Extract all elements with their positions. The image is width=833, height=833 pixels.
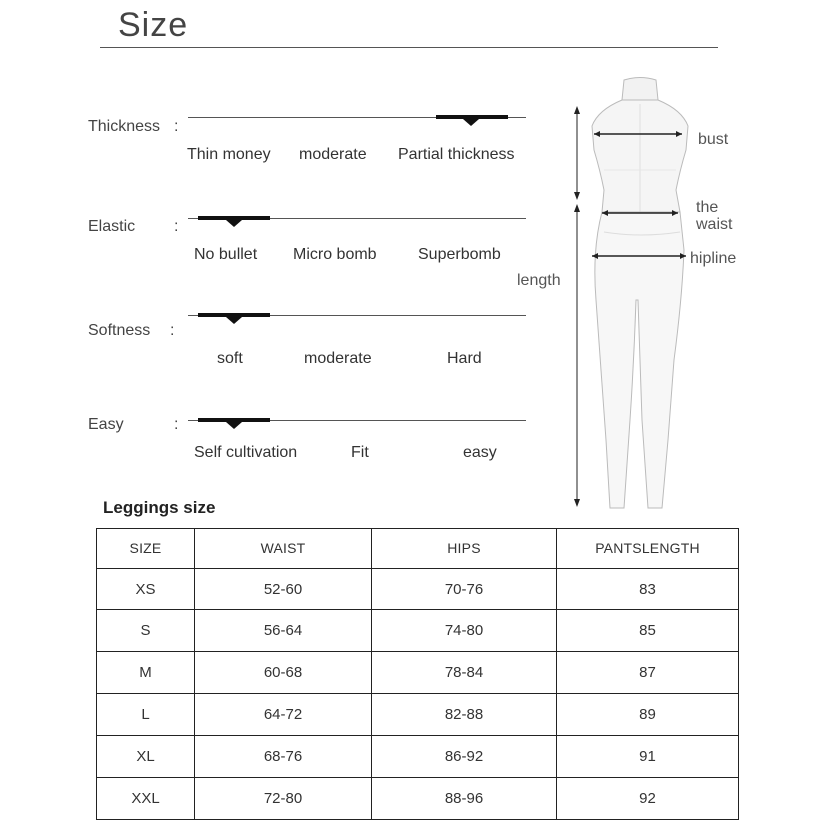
cell-size: XL [97, 736, 195, 778]
thickness-label: Thickness [88, 118, 161, 135]
elastic-option-1: No bullet [194, 246, 258, 263]
header-waist: WAIST [195, 529, 372, 569]
cell-waist: 60-68 [195, 652, 372, 694]
easy-option-2: Fit [351, 444, 369, 461]
table-row [97, 736, 739, 778]
cell-hips: 88-96 [372, 778, 557, 820]
elastic-colon: : [174, 218, 179, 235]
easy-option-1: Self cultivation [194, 444, 298, 461]
table-row [97, 778, 739, 820]
thickness-marker-pointer [463, 119, 479, 126]
softness-label: Softness [88, 322, 151, 339]
cell-waist: 52-60 [195, 568, 372, 610]
cell-size: S [97, 610, 195, 652]
cell-size: M [97, 652, 195, 694]
softness-option-1: soft [217, 350, 243, 367]
cell-hips: 74-80 [372, 610, 557, 652]
header-hips: HIPS [372, 529, 557, 569]
size-table [96, 528, 739, 820]
table-row [97, 694, 739, 736]
table-row [97, 652, 739, 694]
softness-colon: : [170, 322, 175, 339]
softness-marker-pointer [226, 317, 242, 324]
thickness-colon: : [174, 118, 179, 135]
cell-hips: 82-88 [372, 694, 557, 736]
thickness-option-2: moderate [299, 146, 367, 163]
cell-waist: 72-80 [195, 778, 372, 820]
page-title: Size [118, 6, 189, 44]
length-label: length [517, 272, 561, 289]
cell-size: XS [97, 568, 195, 610]
header-pants-length: PANTSLENGTH [557, 529, 739, 569]
cell-waist: 68-76 [195, 736, 372, 778]
waist-label-line2: waist [696, 216, 733, 233]
cell-pants-length: 85 [557, 610, 739, 652]
cell-pants-length: 92 [557, 778, 739, 820]
softness-option-3: Hard [447, 350, 482, 367]
easy-colon: : [174, 416, 179, 433]
cell-pants-length: 83 [557, 568, 739, 610]
softness-option-2: moderate [304, 350, 372, 367]
cell-hips: 78-84 [372, 652, 557, 694]
cell-hips: 86-92 [372, 736, 557, 778]
table-row [97, 610, 739, 652]
mannequin-figure [560, 70, 700, 520]
table-row [97, 568, 739, 610]
easy-option-3: easy [463, 444, 497, 461]
waist-label-line1: the [696, 199, 719, 216]
cell-size: L [97, 694, 195, 736]
elastic-label: Elastic [88, 218, 136, 235]
table-header-row [97, 529, 739, 569]
elastic-option-3: Superbomb [418, 246, 501, 263]
table-title: Leggings size [103, 498, 216, 517]
cell-pants-length: 87 [557, 652, 739, 694]
easy-label: Easy [88, 416, 124, 433]
header-size: SIZE [97, 529, 195, 569]
title-divider [100, 47, 718, 48]
cell-pants-length: 91 [557, 736, 739, 778]
cell-hips: 70-76 [372, 568, 557, 610]
cell-pants-length: 89 [557, 694, 739, 736]
bust-label: bust [698, 131, 729, 148]
cell-waist: 56-64 [195, 610, 372, 652]
elastic-marker-pointer [226, 220, 242, 227]
easy-marker-pointer [226, 422, 242, 429]
hipline-label: hipline [690, 250, 737, 267]
elastic-option-2: Micro bomb [293, 246, 377, 263]
cell-waist: 64-72 [195, 694, 372, 736]
thickness-option-3: Partial thickness [398, 146, 515, 163]
thickness-option-1: Thin money [187, 146, 271, 163]
cell-size: XXL [97, 778, 195, 820]
